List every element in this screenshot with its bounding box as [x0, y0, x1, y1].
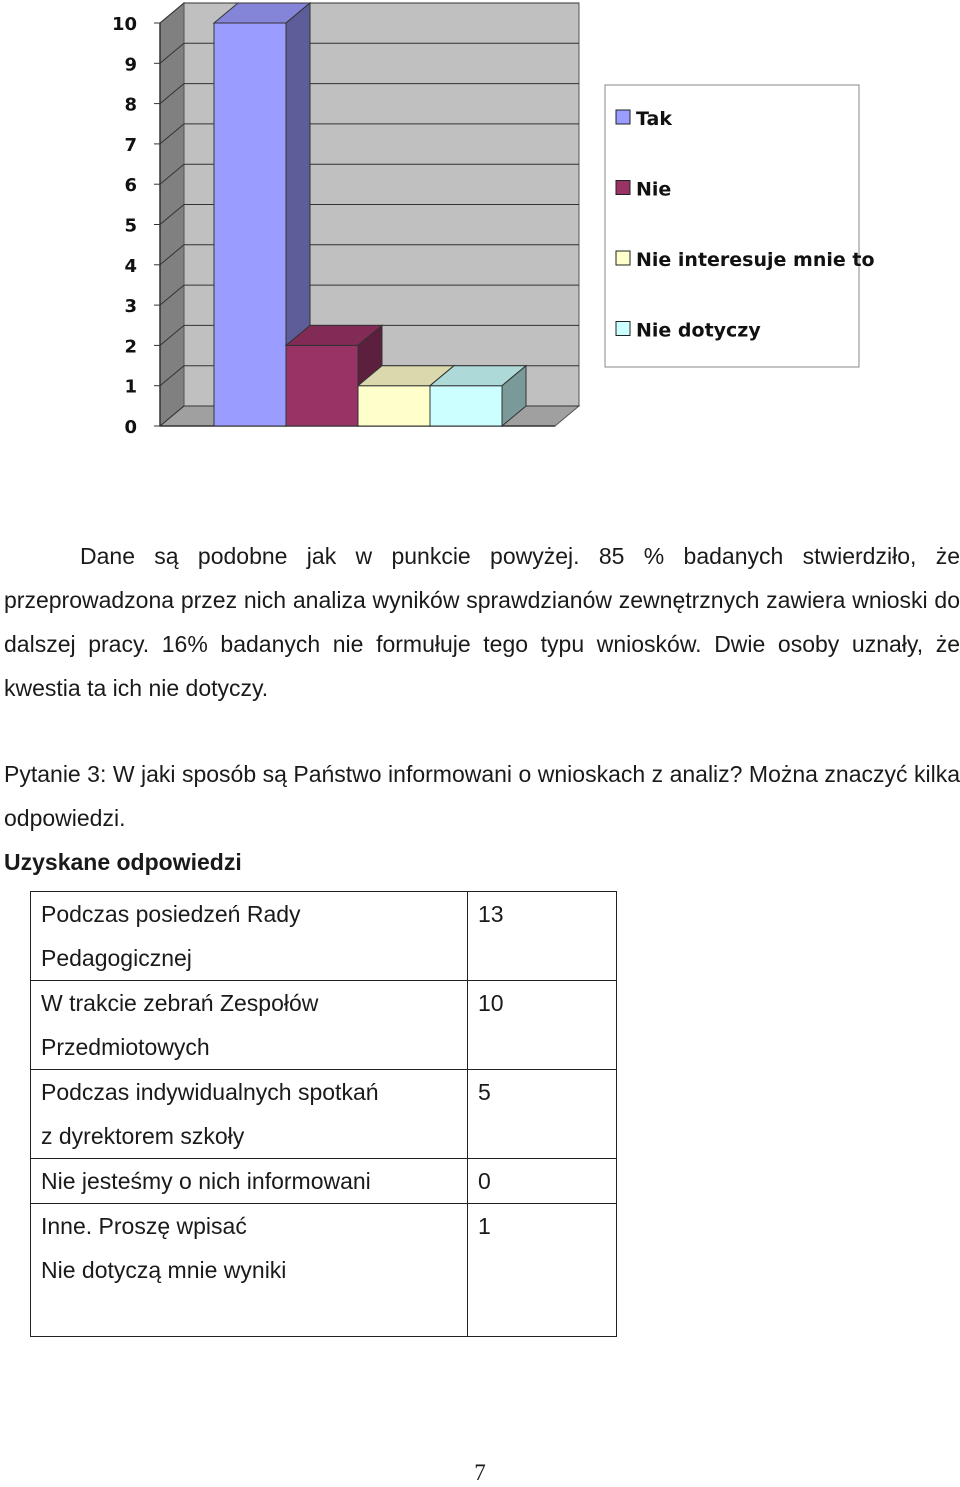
response-label-line: Podczas posiedzeń Rady	[41, 901, 301, 927]
response-label-line: Pedagogicznej	[41, 945, 192, 971]
y-tick-label: 4	[124, 255, 137, 277]
response-count: 1	[468, 1204, 617, 1337]
y-tick-label: 6	[124, 175, 137, 197]
response-count: 0	[468, 1159, 617, 1204]
response-label-line: Przedmiotowych	[41, 1034, 210, 1060]
y-tick-label: 1	[124, 376, 137, 398]
bar-front	[358, 386, 430, 426]
bar-front	[286, 345, 358, 426]
legend-label: Nie interesuje mnie to	[636, 249, 875, 271]
paragraph-summary: Dane są podobne jak w punkcie powyżej. 85 % badanych stwierdziło, że przeprowadzona przez nich analiza wyników sprawdzianów zewnętrznych zawiera wnioski do dalszej pracy. 16% badanych nie formułuje tego typu wniosków. Dwie osoby uznały, że kwestia ta ich nie dotyczy.	[4, 543, 960, 701]
y-tick-label: 2	[124, 336, 137, 358]
response-count: 13	[468, 892, 617, 981]
y-tick-label: 5	[124, 215, 137, 237]
legend-swatch	[616, 322, 630, 336]
y-tick-label: 0	[124, 417, 137, 438]
table-row	[31, 892, 617, 981]
bar-chart	[0, 0, 960, 440]
response-label	[31, 1204, 468, 1337]
table-row	[31, 1204, 617, 1337]
response-label-line: z dyrektorem szkoły	[41, 1123, 245, 1149]
y-tick-label: 10	[111, 14, 137, 35]
legend-swatch	[616, 251, 630, 265]
response-label-line: Nie dotyczą mnie wyniki	[41, 1257, 287, 1283]
table-row	[31, 981, 617, 1070]
response-label-line: Nie jesteśmy o nich informowani	[41, 1168, 371, 1194]
response-label	[31, 1159, 468, 1204]
table-row	[31, 1159, 617, 1204]
responses-table	[30, 891, 617, 1337]
response-label-line: W trakcie zebrań Zespołów	[41, 990, 319, 1016]
y-tick-label: 7	[124, 134, 137, 156]
bar-front	[430, 386, 502, 426]
response-label-line: Inne. Proszę wpisać	[41, 1213, 247, 1239]
bar-front	[214, 23, 286, 426]
paragraph-question-3: Pytanie 3: W jaki sposób są Państwo informowani o wnioskach z analiz? Można znaczyć kilka odpowiedzi.	[4, 761, 960, 831]
table-row	[31, 1070, 617, 1159]
y-tick-label: 8	[124, 94, 137, 116]
legend-label: Nie dotyczy	[636, 319, 761, 342]
legend-label: Nie	[636, 178, 672, 201]
response-label-line: Podczas indywidualnych spotkań	[41, 1079, 379, 1105]
legend-swatch	[616, 110, 630, 124]
y-tick-label: 9	[124, 54, 137, 76]
response-count: 10	[468, 981, 617, 1070]
response-label	[31, 892, 468, 981]
legend-swatch	[616, 181, 630, 195]
chart-legend	[605, 85, 875, 367]
section-heading: Uzyskane odpowiedzi	[4, 849, 242, 875]
response-label	[31, 981, 468, 1070]
page-number: 7	[474, 1460, 486, 1485]
response-label	[31, 1070, 468, 1159]
legend-label: Tak	[636, 108, 672, 130]
bar-4	[430, 366, 526, 426]
response-count: 5	[468, 1070, 617, 1159]
y-tick-label: 3	[124, 296, 137, 318]
